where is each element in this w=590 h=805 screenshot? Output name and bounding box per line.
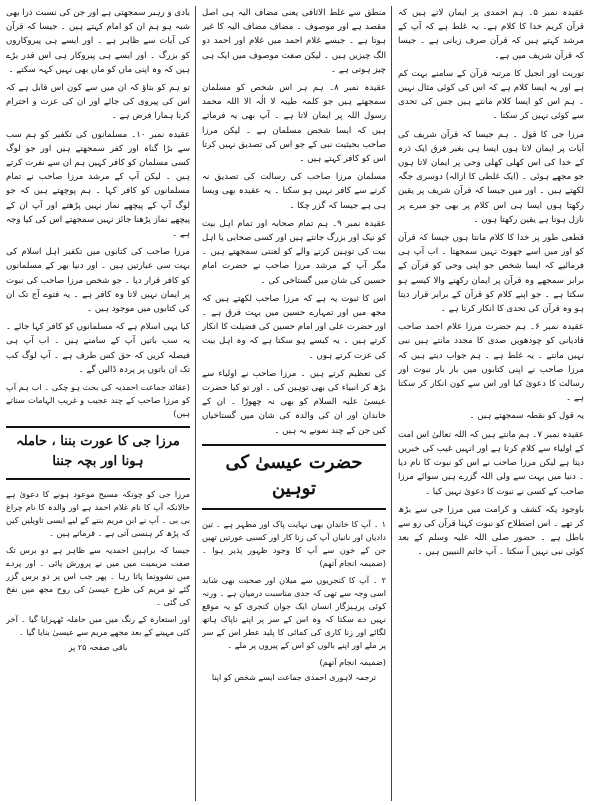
paragraph: تو ہم کو بتاؤ کہ ان میں سے کون اس قابل ہے کہ اس کی پیروی کی جائے اور ان کی عزت و احترام کرنا ہمارا فرض ہے ۔ bbox=[6, 83, 190, 122]
paragraph: عقیدہ نمبر ۱۰۔ مسلمانوں کی تکفیر کو ہم سب سے بڑا گناہ اور کفر سمجھتے ہیں اور جو لوگ کسی مسلمان کو کافر کہیں ہم ان سے نفرت کرتے ہیں ۔ لیکن آپ کے مرشد مرزا صاحب نے تمام مسلمانوں کو کافر کہا ۔ ہم پوچھتے ہیں کہ جو لوگ آپ کے پیچھے نماز نہیں پڑھتے اور آپ ان کے پیچھے نماز پڑھنا جائز نہیں سمجھتے اس کی کیا وجہ ہے ۔ bbox=[6, 129, 190, 240]
section-heading-box bbox=[6, 426, 190, 480]
paragraph: مسلمان مرزا صاحب کی رسالت کی تصدیق نہ کرنے سے کافر نہیں ہو سکتا ۔ یہ عقیدہ بھی ویسا ہی ہے جیسا کہ گزر چکا ۔ bbox=[202, 172, 386, 211]
continued-note: باقی صفحہ ۲۵ پر bbox=[68, 643, 128, 653]
paragraph: باوجود یکہ کشف و کرامت میں مرزا جی سے بڑھ کر تھے ۔ اس اصطلاح کو نبوت کہنا قرآن کی رو سے باطل ہے ۔ حضور صلی اللہ علیہ وسلم کے بعد کوئی نبی نہیں آ سکتا ۔ آپ خاتم النبیین ہیں ۔ bbox=[398, 504, 584, 558]
paragraph: ۲ ۔ آپ کا کنجریوں سے میلان اور صحبت بھی شاید اسی وجہ سے تھی کہ جدی مناسبت درمیان ہے ۔ ورنہ کوئی پرہیزگار انسان ایک جوان کنجری کو یہ موقع نہیں دے سکتا کہ وہ اس کے سر پر اپنے ناپاک ہاتھ لگائے اور زنا کاری کی کمائی کا پلید عطر اس کے سر پر ملے اور اپنے بالوں کو اس کے پیروں پر ملے ۔ bbox=[202, 574, 386, 650]
paragraph: عقیدہ نمبر ۹۔ ہم تمام صحابہ اور تمام اہل بیت کو نیک اور بزرگ جانتے ہیں اور کسی صحابی یا اہل بیت کی توہین کرنے والے کو لعنتی سمجھتے ہیں ۔ مگر آپ کے مرشد مرزا صاحب نے حضرت امام حسین کی شان میں گستاخی کی ۔ bbox=[202, 218, 386, 286]
paragraph: یہ قول کو نقطہ سمجھتے ہیں ۔ bbox=[469, 411, 584, 422]
column-middle bbox=[202, 6, 392, 801]
column-left bbox=[6, 6, 196, 801]
paragraph: عقیدہ نمبر ۷۔ ہم مانتے ہیں کہ اللہ تعالیٰ اس امت کے اولیاء سے کلام کرتا ہے اور انہیں غیب کی خبریں دیتا ہے لیکن مرزا صاحب نے اس کو نبوت کا نام دیا ۔ دنیا میں بہت سے ولی اللہ گزرے ہیں سوائے مرزا صاحب کے کسی نے نبوت کا دعویٰ نہیں کیا ۔ bbox=[398, 429, 584, 497]
paragraph: جیسا کہ براہین احمدیہ سے ظاہر ہے دو برس تک صفت مریمیت میں میں نے پرورش پائی ۔ اور پردے میں نشوونما پاتا رہا ۔ پھر جب اس پر دو برس گزر گئے تو مریم کی طرح عیسیٰ کی روح مجھ میں نفخ کی گئی ۔ bbox=[6, 545, 190, 608]
paragraph: مرزا جی کا قول ۔ ہم جیسا کہ قرآن شریف کی آیات پر ایمان لاتا ہوں ایسا ہی بغیر فرق ایک ذرہ کے خدا کی اس کھلی کھلی وحی پر ایمان لاتا ہوں جو مجھے ہوئی ۔ (ایک غلطی کا ازالہ) دوسری جگہ لکھتے ہیں ۔ اور میں جیسا کہ قرآن شریف پر یقین رکھتا ہوں ایسا ہی اس کلام پر بھی جو میرے پر نازل ہوتا ہے یقین رکھتا ہوں ۔ bbox=[398, 129, 584, 225]
citation: (ضمیمہ انجام آتھم) bbox=[319, 656, 386, 667]
paragraph: بادی و رہبر سمجھتی ہے اور جن کی نسبت ذرا بھی شبہ ہو ہم ان کو امام کہتے ہیں ۔ جیسا کہ قرآن کی آیات سے ظاہر ہے ۔ اور ایسے ہی پیروکاروں کو بزرگ ۔ اور ایسے ہی پیروکار ہی اس قدر بڑے ہیں کہ وہ اپنی ماں کو ماں بھی نہیں کہہ سکتے ۔ bbox=[6, 8, 190, 75]
column-right bbox=[398, 6, 584, 801]
paragraph: (عقائد جماعت احمدیہ کی بحث ہو چکی ۔ اب ہم آپ کو مرزا صاحب کے چند عجیب و غریب الہامات سناتے ہیں) bbox=[6, 382, 190, 419]
paragraph: عقیدہ نمبر ۸۔ ہم ہر اس شخص کو مسلمان سمجھتے ہیں جو کلمہ طیبہ لا الٰہ الا اللہ محمد رسول اللہ پر ایمان لاتا ہے ۔ آپ بھی یہ فرماتے ہیں کہ ایسا شخص مسلمان ہے ۔ لیکن مرزا صاحب بحیثیت نبی کے جو اس کی تصدیق نہیں کرتا اس کو کافر کہتے ہیں ۔ bbox=[202, 83, 386, 165]
paragraph: ۱ ۔ آپ کا خاندان بھی نہایت پاک اور مطہر ہے ۔ تین دادیاں اور نانیاں آپ کی زنا کار اور کسبی عورتیں تھیں جن کے خون سے آپ کا وجود ظہور پذیر ہوا ۔ (ضمیمہ انجام آتھم) bbox=[202, 518, 386, 568]
column-footer: ترجمہ لاہوری احمدی جماعت ایسے شخص کو اپنا bbox=[211, 672, 377, 682]
paragraph: عقیدہ نمبر ۵۔ ہم احمدی پر ایمان لاتے ہیں کہ قرآن کریم خدا کا کلام ہے۔ یہ غلط ہے کہ آپ کے مرشد کہتے ہیں کہ قرآن صرف زبانی ہے ۔ جیسا کہ قرآن شریف میں ہے۔ bbox=[398, 8, 584, 61]
paragraph: قطعی طور پر خدا کا کلام مانتا ہوں جیسا کہ قرآن کو اور میں اسے جھوٹ نہیں سمجھتا ۔ اب آپ ہی فرمائیے کہ ایسا شخص جو اپنی وحی کو قرآن کے برابر سمجھے وہ قرآن پر ایمان رکھنے والا کیسے ہو سکتا ہے ۔ جو اپنے کلام کو قرآن کے برابر قرار دیتا ہو وہ قرآن کی تحدی کا انکار کرتا ہے ۔ bbox=[398, 233, 584, 315]
paragraph: اور استعارہ کے رنگ میں میں حاملہ ٹھہرایا گیا ۔ آخر کئی مہینے کے بعد مجھے مریم سے عیسیٰ بنایا گیا ۔ bbox=[6, 614, 190, 638]
section-heading-box bbox=[202, 444, 386, 510]
paragraph: مرزا جی کو چونکہ مسیح موعود ہونے کا دعویٰ ہے حالانکہ آپ کا نام غلام احمد ہے اور والدہ کا نام چراغ بی بی ۔ آپ نے ابن مریم بننے کے لیے ایسی تاویلیں کیں کہ پڑھ کر ہنسی آتی ہے ۔ فرماتے ہیں ۔ bbox=[6, 489, 190, 539]
paragraph: کیا یہی اسلام ہے کہ مسلمانوں کو کافر کہا جائے ۔ یہ سب باتیں آپ کے سامنے ہیں ۔ اب آپ ہی فیصلہ کریں کہ حق کس طرف ہے ۔ آپ لوگ کب تک ان باتوں پر پردہ ڈالیں گے ۔ bbox=[6, 322, 190, 375]
paragraph: مرزا صاحب کی کتابوں میں تکفیر اہل اسلام کی بہت سی عبارتیں ہیں ۔ اور دنیا بھر کے مسلمانوں کو کافر قرار دیا ۔ جو شخص مرزا صاحب کی نبوت پر ایمان نہیں لاتا وہ کافر ہے ۔ یہ فتوے آج تک ان کی کتابوں میں موجود ہیں ۔ bbox=[6, 247, 190, 315]
paragraph: عقیدہ نمبر ۶۔ ہم حضرت مرزا غلام احمد صاحب قادیانی کو چودھویں صدی کا مجدد مانتے ہیں نبی نہیں مانتے ۔ یہ غلط ہے ۔ ہم جواب دیتے ہیں کہ مرزا صاحب نے اپنی کتابوں میں بار بار نبوت اور رسالت کا دعویٰ کیا اور اس سے کون انکار کر سکتا ہے ۔ bbox=[398, 322, 584, 404]
section-heading: مرزا جی کا عورت بننا ، حاملہ ہونا اور بچہ جننا bbox=[16, 434, 180, 470]
section-heading: حضرت عیسیٰ کی توہین bbox=[225, 451, 363, 499]
paragraph: منطق سے غلط الاثافی یعنی مضاف الیہ ہی اصل مقصد ہے اور موصوف ۔ مضاف مضاف الیہ کا غیر ہوتا ہے ۔ جیسے غلام احمد میں غلام اور احمد دو الگ چیزیں ہیں ۔ لیکن صفت موصوف میں ایک ہی چیز ہوتی ہے ۔ bbox=[202, 8, 386, 75]
paragraph: اس کا ثبوت یہ ہے کہ مرزا صاحب لکھتے ہیں کہ مجھ میں اور تمہارے حسین میں بہت فرق ہے ۔ اور حضرت علی اور امام حسین کی فضیلت کا انکار کرتے ہیں ۔ یہ کیسے ہو سکتا ہے کہ وہ اہل بیت کی عزت کرتے ہوں ۔ bbox=[202, 293, 386, 361]
paragraph: کی تعظیم کرتے ہیں ۔ مرزا صاحب نے اولیاء سے بڑھ کر انبیاء کی بھی توہین کی ۔ اور تو کیا حضرت عیسیٰ علیہ السلام کو بھی نہ چھوڑا ۔ ان کے خاندان اور ان کی والدہ کی شان میں گستاخیاں کیں جن کے چند نمونے یہ ہیں ۔ bbox=[202, 368, 386, 436]
paragraph: توریت اور انجیل کا مرتبہ قرآن کے سامنے بہت کم ہے اور یہ ایسا کلام ہے کہ اس کی کوئی مثال نہیں ۔ ہم اس کو ایسا کلام مانتے ہیں جس کی تحدی سے کوئی نہیں کر سکتا ۔ bbox=[398, 68, 584, 122]
